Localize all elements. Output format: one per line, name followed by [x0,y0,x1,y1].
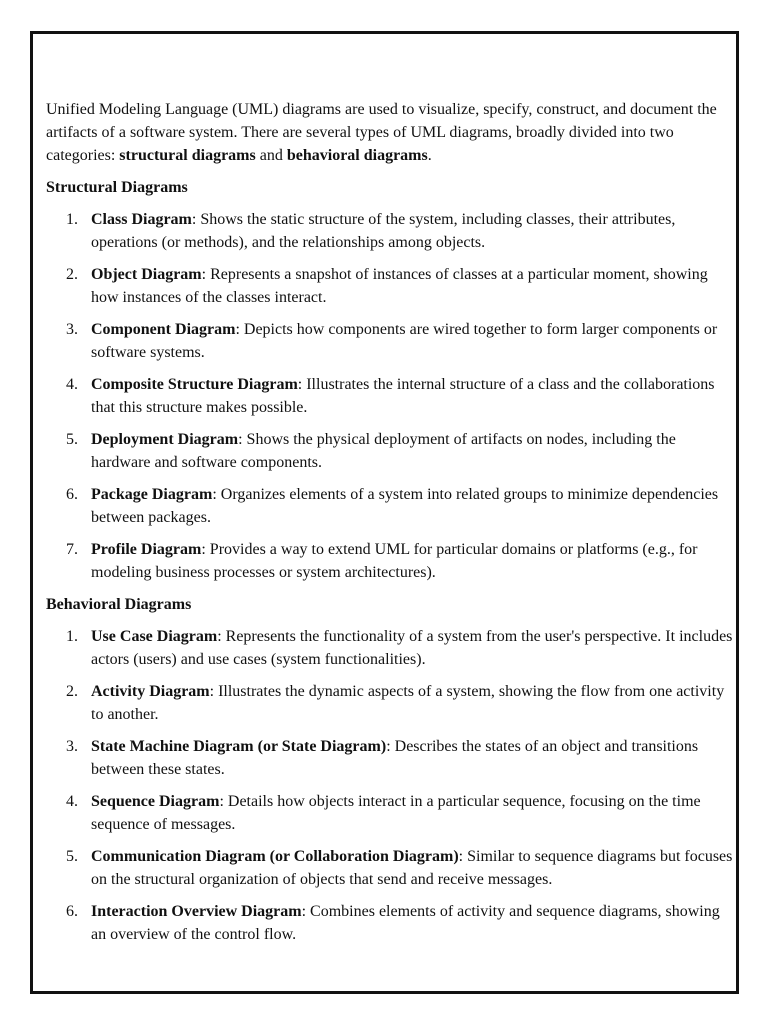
list-item [66,845,738,891]
list-item [66,900,738,946]
item-description: : Illustrates the dynamic aspects of a system, showing the flow from one activity to another. [91,683,725,723]
item-title: Composite Structure Diagram [91,376,298,393]
item-number: 6. [66,903,78,920]
item-number: 2. [66,683,78,700]
list-item [66,483,738,529]
item-description: : Describes the states of an object and transitions between these states. [91,738,699,778]
list-item [66,208,738,254]
item-description: : Similar to sequence diagrams but focuses on the structural organization of objects that send and receive messages. [91,848,733,888]
document-frame [30,31,739,994]
item-description: : Organizes elements of a system into related groups to minimize dependencies between packages. [91,486,719,526]
item-title: Deployment Diagram [91,431,239,448]
intro-text-c: . [427,147,432,164]
item-title: Component Diagram [91,321,236,338]
item-number: 6. [66,486,78,503]
list-item [66,625,738,671]
intro-bold-structural: structural diagrams [119,147,256,164]
document-content [46,98,738,946]
item-title: Class Diagram [91,211,192,228]
structural-list [46,208,738,584]
item-description: : Provides a way to extend UML for particular domains or platforms (e.g., for modeling business processes or system architectures). [91,541,698,581]
item-number: 2. [66,266,78,283]
item-title: Sequence Diagram [91,793,220,810]
item-title: Interaction Overview Diagram [91,903,302,920]
list-item [66,373,738,419]
list-item [66,790,738,836]
item-number: 1. [66,628,78,645]
intro-bold-behavioral: behavioral diagrams [286,147,428,164]
behavioral-list [46,625,738,946]
item-number: 1. [66,211,78,228]
item-title: Use Case Diagram [91,628,218,645]
item-description: : Shows the static structure of the system, including classes, their attributes, operations (or methods), and the relationships among objects. [91,211,676,251]
item-number: 4. [66,793,78,810]
list-item [66,428,738,474]
list-item [66,735,738,781]
item-description: : Represents a snapshot of instances of classes at a particular moment, showing how instances of the classes interact. [91,266,708,306]
intro-text-a: Unified Modeling Language (UML) diagrams are used to visualize, specify, construct, and document the artifacts of a software system. There are several types of UML diagrams, broadly divided into two categories: [46,101,717,164]
item-number: 5. [66,431,78,448]
item-number: 7. [66,541,78,558]
item-title: Object Diagram [91,266,202,283]
item-description: : Shows the physical deployment of artifacts on nodes, including the hardware and software components. [91,431,676,471]
item-number: 3. [66,738,78,755]
intro-text-b: and [255,147,287,164]
item-number: 3. [66,321,78,338]
intro-paragraph [46,98,738,167]
item-description: : Details how objects interact in a particular sequence, focusing on the time sequence of messages. [91,793,701,833]
item-title: Communication Diagram (or Collaboration Diagram) [91,848,459,865]
item-description: : Depicts how components are wired together to form larger components or software systems. [91,321,718,361]
item-title: Profile Diagram [91,541,202,558]
list-item [66,318,738,364]
item-number: 4. [66,376,78,393]
item-title: Package Diagram [91,486,213,503]
item-description: : Illustrates the internal structure of a class and the collaborations that this structure makes possible. [91,376,715,416]
item-number: 5. [66,848,78,865]
item-description: : Combines elements of activity and sequence diagrams, showing an overview of the control flow. [91,903,720,943]
item-title: Activity Diagram [91,683,210,700]
list-item [66,538,738,584]
item-description: : Represents the functionality of a system from the user's perspective. It includes actors (users) and use cases (system functionalities). [91,628,733,668]
list-item [66,680,738,726]
item-title: State Machine Diagram (or State Diagram) [91,738,387,755]
behavioral-heading: Behavioral Diagrams [46,596,192,613]
structural-heading: Structural Diagrams [46,179,188,196]
list-item [66,263,738,309]
